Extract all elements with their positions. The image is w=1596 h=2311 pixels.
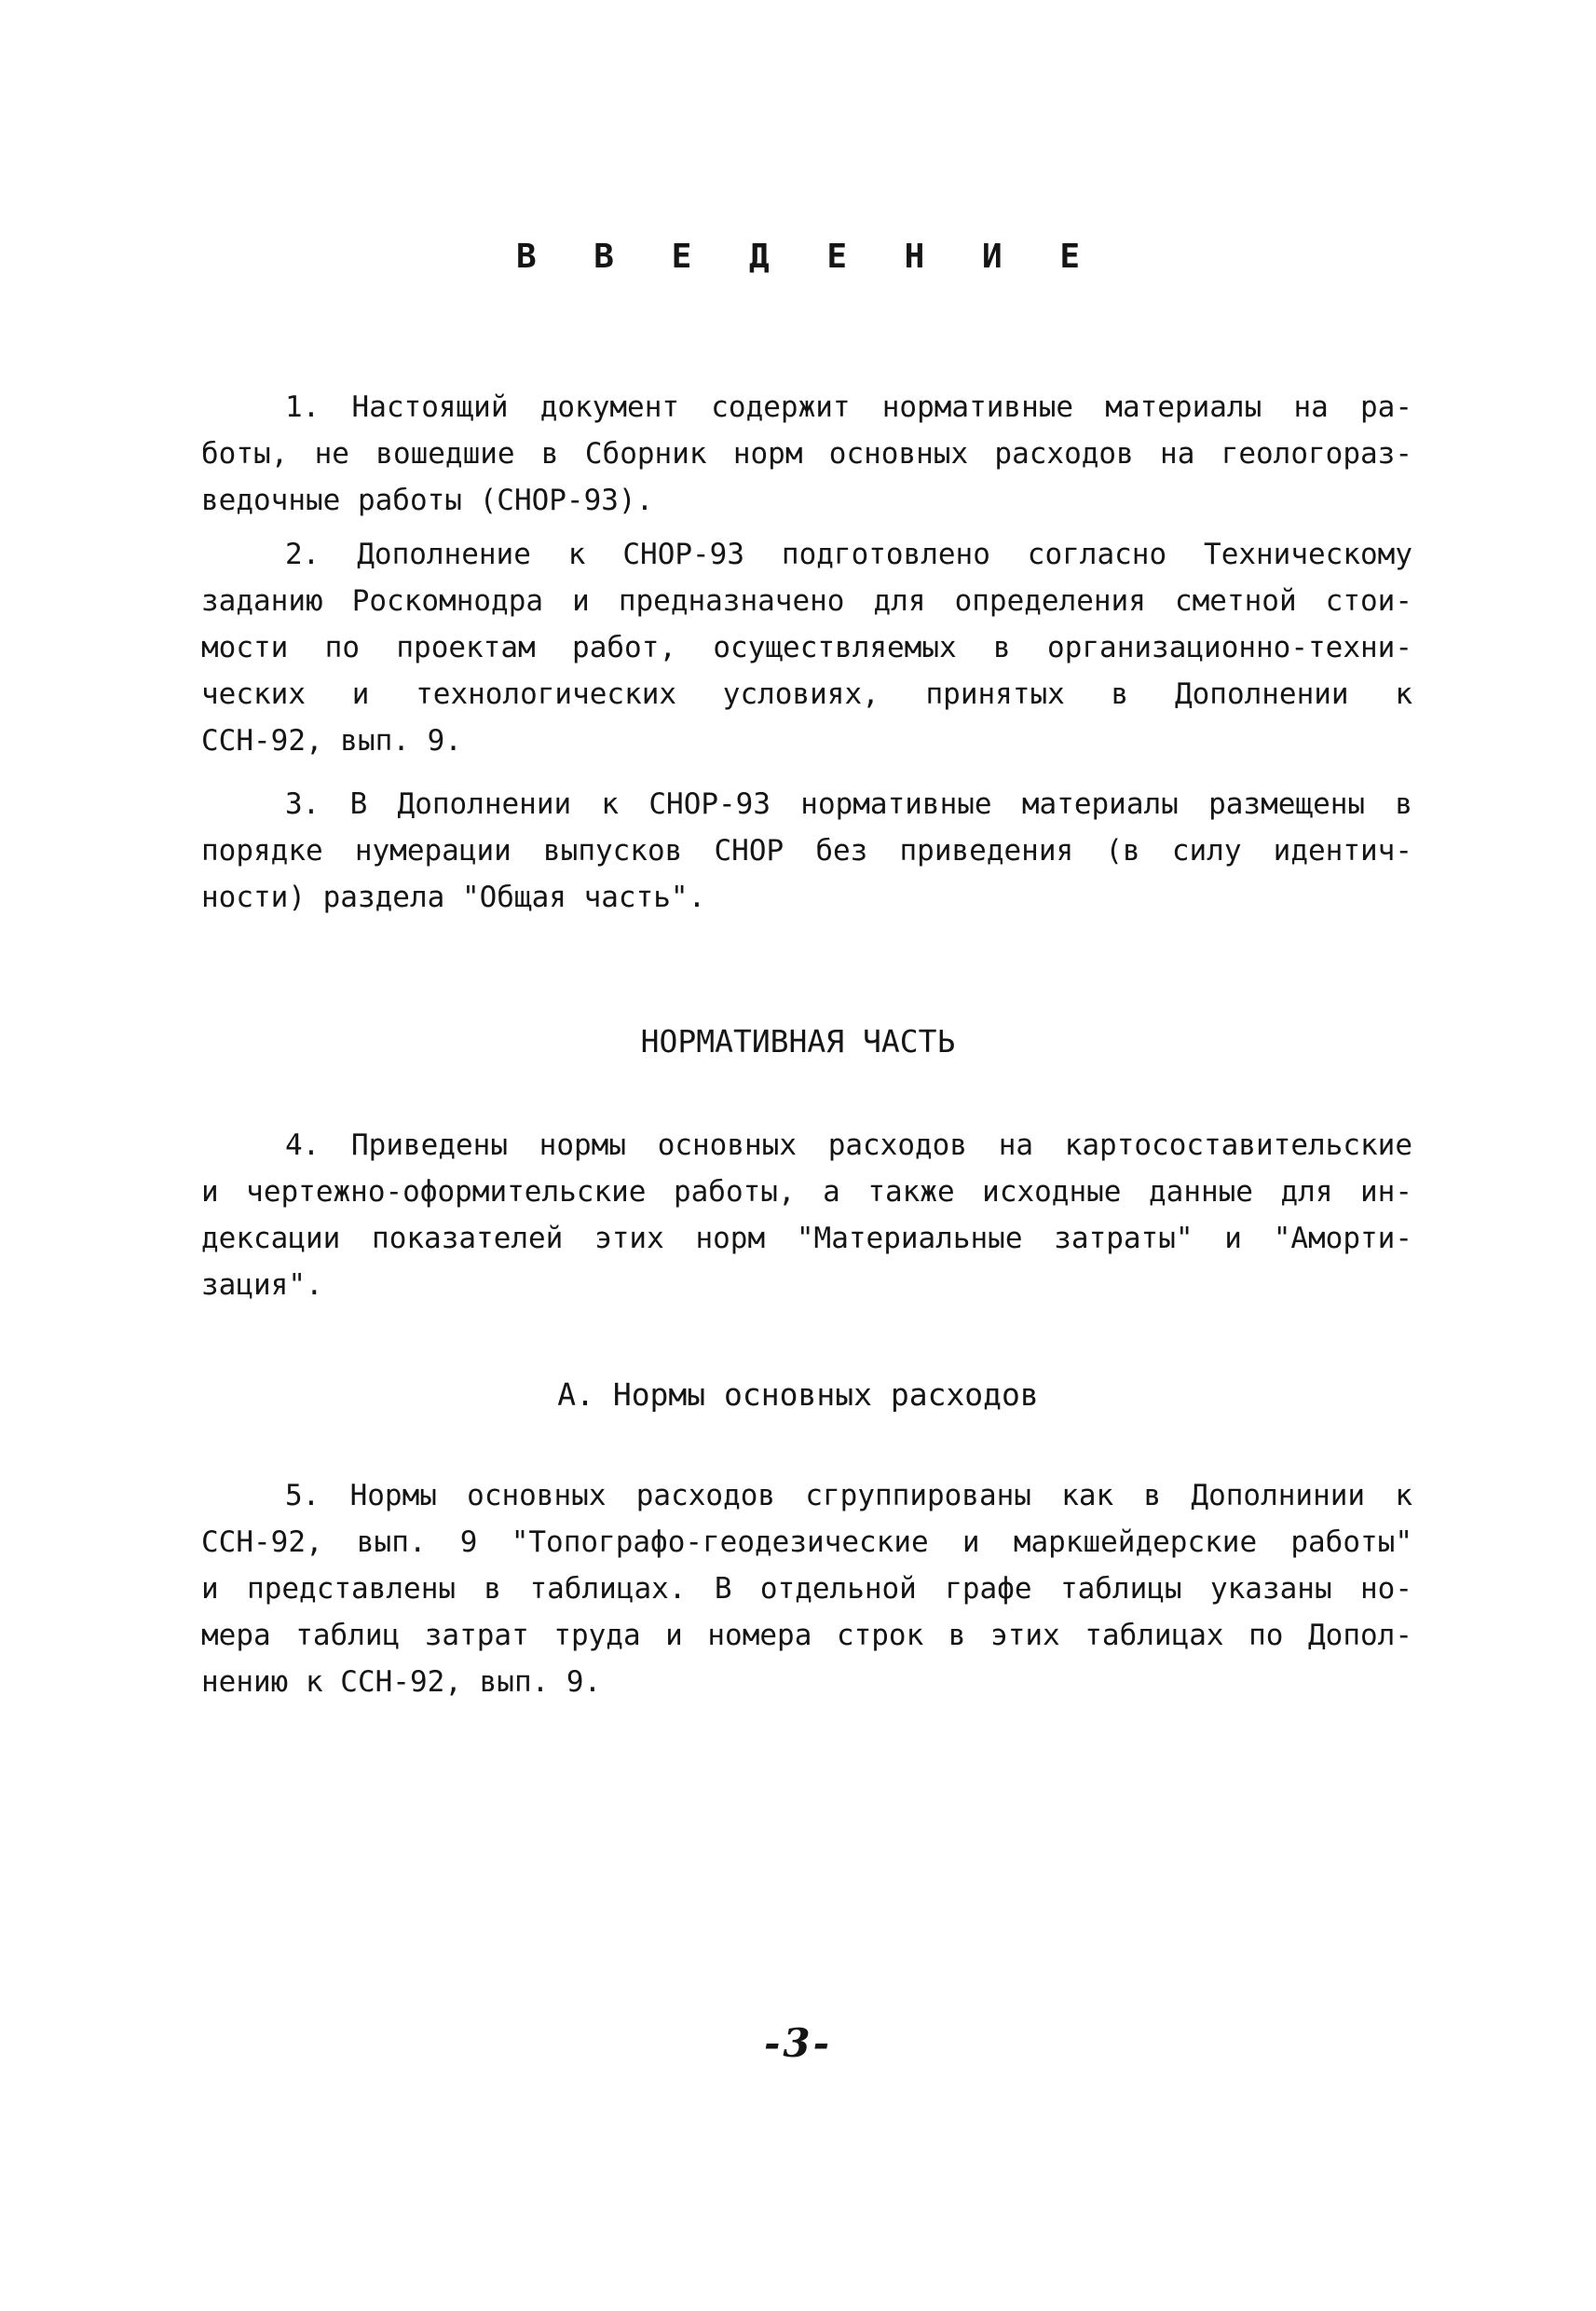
paragraph-2-line-1: 2. Дополнение к СНОР-93 подготовлено согласно Техническому xyxy=(285,538,1412,571)
paragraph-5-line-1: 5. Нормы основных расходов сгруппированы как в Дополнинии к xyxy=(285,1479,1412,1512)
paragraph-5-line-4: мера таблиц затрат труда и номера строк в этих таблицах по Допол- xyxy=(201,1619,1412,1652)
paragraph-3-line-1: 3. В Дополнении к СНОР-93 нормативные материалы размещены в xyxy=(285,787,1412,821)
paragraph-1-line-1: 1. Настоящий документ содержит нормативные материалы на ра- xyxy=(285,390,1412,424)
paragraph-4-line-4: зация". xyxy=(201,1268,323,1302)
paragraph-1 xyxy=(201,384,1412,524)
paragraph-2 xyxy=(201,531,1412,764)
norms-subheading: А. Нормы основных расходов xyxy=(557,1376,1039,1413)
paragraph-2-line-3: мости по проектам работ, осуществляемых в организационно-техни- xyxy=(201,631,1412,664)
paragraph-3 xyxy=(201,781,1412,921)
paragraph-1-line-2: боты, не вошедшие в Сборник норм основных расходов на геологораз- xyxy=(201,437,1412,471)
paragraph-5-line-3: и представлены в таблицах. В отдельной графе таблицы указаны но- xyxy=(201,1572,1412,1606)
paragraph-5-line-2: ССН-92, вып. 9 "Топографо-геодезические и маркшейдерские работы" xyxy=(201,1525,1412,1559)
paragraph-4-line-2: и чертежно-оформительские работы, а также исходные данные для ин- xyxy=(201,1175,1412,1209)
page-number: -3- xyxy=(763,2020,833,2066)
paragraph-4-line-3: дексации показателей этих норм "Материальные затраты" и "Аморти- xyxy=(201,1222,1412,1255)
paragraph-5 xyxy=(201,1472,1412,1705)
paragraph-3-line-2: порядке нумерации выпусков СНОР без приведения (в силу идентич- xyxy=(201,834,1412,868)
paragraph-3-line-3: ности) раздела "Общая часть". xyxy=(201,881,706,914)
paragraph-2-line-4: ческих и технологических условиях, принятых в Дополнении к xyxy=(201,677,1412,711)
paragraph-5-line-5: нению к ССН-92, вып. 9. xyxy=(201,1665,602,1699)
paragraph-4-line-1: 4. Приведены нормы основных расходов на картосоставительские xyxy=(285,1128,1412,1162)
paragraph-2-line-5: ССН-92, вып. 9. xyxy=(201,724,462,758)
paragraph-2-line-2: заданию Роскомнодра и предназначено для определения сметной стои- xyxy=(201,584,1412,618)
paragraph-1-line-3: ведочные работы (СНОР-93). xyxy=(201,484,654,517)
paragraph-4 xyxy=(201,1122,1412,1308)
normative-section-heading: НОРМАТИВНАЯ ЧАСТЬ xyxy=(640,1023,956,1060)
document-heading: В В Е Д Е Н И Е xyxy=(515,238,1099,276)
